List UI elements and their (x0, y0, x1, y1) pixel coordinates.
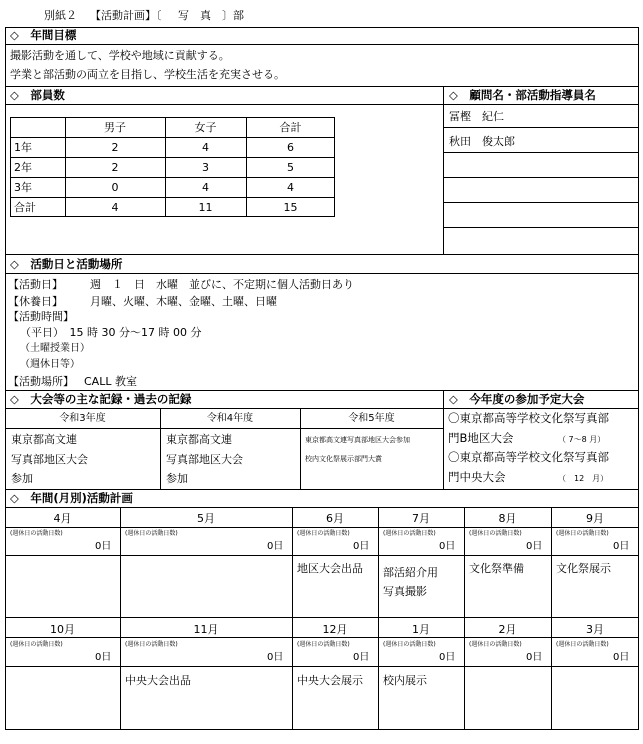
holiday-days-label: (週休日の活動日数) (556, 641, 609, 648)
activity-time-weekday: （平日） 15 時 30 分～17 時 00 分 (20, 326, 202, 339)
holiday-days-value: 0日 (613, 652, 630, 663)
month-activity: 文化祭準備 (469, 562, 524, 575)
section-records: ◇ 大会等の主な記録・過去の記録 (10, 392, 192, 406)
month-label: 12月 (322, 623, 348, 636)
holiday-days-value: 0日 (439, 541, 456, 552)
month-label: 5月 (197, 512, 215, 525)
holiday-days-value: 0日 (353, 652, 370, 663)
holiday-days-label: (週休日の活動日数) (556, 530, 609, 537)
month-label: 3月 (586, 623, 604, 636)
activity-place-label: 【活動場所】 (8, 375, 74, 388)
section-annual-goal: ◇ 年間目標 (10, 28, 77, 42)
holiday-days-value: 0日 (353, 541, 370, 552)
activity-days-value: 週 １ 日 水曜 並びに、不定期に個人活動日あり (90, 278, 354, 291)
record-r4: 参加 (166, 472, 188, 485)
holiday-days-label: (週休日の活動日数) (125, 641, 178, 648)
activity-time-saturday: （土曜授業日） (20, 343, 90, 354)
month-label: 9月 (586, 512, 604, 525)
planned-item: 門B地区大会 (448, 431, 514, 445)
holiday-days-value: 0日 (613, 541, 630, 552)
month-activity: 文化祭展示 (556, 562, 611, 575)
section-members: ◇ 部員数 (10, 88, 65, 102)
members-header-female: 女子 (194, 121, 217, 134)
planned-item: 〇東京都高等学校文化祭写真部 (448, 411, 609, 425)
rest-days-label: 【休養日】 (8, 295, 63, 308)
record-r3: 写真部地区大会 (11, 453, 88, 466)
members-cell: 15 (283, 201, 298, 214)
members-header-male: 男子 (104, 121, 126, 134)
holiday-days-value: 0日 (439, 652, 456, 663)
holiday-days-label: (週休日の活動日数) (10, 530, 63, 537)
rest-days-value: 月曜、火曜、木曜、金曜、土曜、日曜 (90, 295, 277, 308)
record-r5: 校内文化祭展示部門大賞 (305, 455, 382, 463)
month-activity: 中央大会出品 (125, 674, 191, 687)
members-row-label: 3年 (14, 181, 32, 194)
month-label: 2月 (498, 623, 517, 636)
attachment-label: 別紙２ (44, 9, 77, 22)
section-monthly: ◇ 年間(月別)活動計画 (10, 491, 133, 505)
record-r4: 写真部地区大会 (166, 453, 243, 466)
club-suffix: 〕部 (222, 9, 244, 22)
members-header-total: 合計 (279, 121, 302, 134)
section-planned: ◇ 今年度の参加予定大会 (449, 392, 585, 406)
month-label: 6月 (326, 512, 344, 525)
members-row-label: 1年 (14, 141, 32, 154)
month-label: 8月 (498, 512, 517, 525)
members-cell: 4 (202, 141, 209, 154)
activity-time-holiday: （週休日等） (20, 359, 80, 370)
members-cell: 2 (111, 141, 119, 154)
month-label: 11月 (193, 623, 219, 636)
members-row-label: 2年 (14, 161, 32, 174)
month-label: 7月 (412, 512, 430, 525)
month-activity: 中央大会展示 (297, 674, 363, 687)
planned-period: （ 12 月） (558, 474, 609, 483)
members-cell: 6 (287, 141, 294, 154)
members-row-label: 合計 (14, 201, 36, 214)
month-activity: 地区大会出品 (297, 562, 363, 575)
record-year: 令和3年度 (59, 413, 106, 424)
activity-place-value: CALL 教室 (84, 375, 137, 388)
planned-item: 門中央大会 (448, 470, 506, 484)
holiday-days-label: (週休日の活動日数) (383, 641, 436, 648)
members-cell: 11 (198, 201, 213, 214)
holiday-days-value: 0日 (526, 541, 543, 552)
record-year: 令和5年度 (348, 413, 395, 424)
holiday-days-value: 0日 (95, 541, 112, 552)
members-cell: 2 (111, 161, 119, 174)
planned-period: （ 7～8 月） (558, 435, 606, 444)
holiday-days-label: (週休日の活動日数) (10, 641, 63, 648)
month-activity: 校内展示 (383, 674, 427, 687)
holiday-days-value: 0日 (95, 652, 112, 663)
holiday-days-label: (週休日の活動日数) (469, 530, 522, 537)
month-label: 4月 (53, 512, 72, 525)
holiday-days-label: (週休日の活動日数) (469, 641, 522, 648)
members-cell: 4 (202, 181, 209, 194)
month-label: 10月 (50, 623, 75, 636)
members-cell: 4 (287, 181, 294, 194)
activity-days-label: 【活動日】 (8, 278, 63, 291)
record-r5: 東京都高文連写真部地区大会参加 (305, 436, 410, 444)
record-year: 令和4年度 (206, 413, 254, 424)
holiday-days-value: 0日 (267, 541, 284, 552)
record-r3: 参加 (11, 472, 33, 485)
activity-time-label: 【活動時間】 (8, 310, 74, 323)
members-cell: 3 (202, 161, 209, 174)
club-name: 写 真 (178, 9, 211, 22)
goal-line-2: 学業と部活動の両立を目指し、学校生活を充実させる。 (10, 68, 285, 81)
holiday-days-label: (週休日の活動日数) (297, 641, 350, 648)
holiday-days-label: (週休日の活動日数) (297, 530, 350, 537)
members-cell: 0 (111, 181, 119, 194)
members-cell: 4 (111, 201, 119, 214)
plan-label: 【活動計画】〔 (90, 9, 162, 22)
goal-line-1: 撮影活動を通して、学校や地域に貢献する。 (10, 49, 230, 62)
advisor-name: 冨樫 紀仁 (449, 110, 504, 123)
advisor-name: 秋田 俊太郎 (449, 135, 515, 148)
holiday-days-value: 0日 (267, 652, 284, 663)
section-activity: ◇ 活動日と活動場所 (10, 257, 123, 271)
holiday-days-label: (週休日の活動日数) (383, 530, 436, 537)
holiday-days-label: (週休日の活動日数) (125, 530, 178, 537)
members-table (10, 117, 335, 217)
holiday-days-value: 0日 (526, 652, 543, 663)
month-label: 1月 (412, 623, 430, 636)
record-r4: 東京都高文連 (166, 433, 232, 446)
members-cell: 5 (287, 161, 294, 174)
section-advisors: ◇ 顧問名・部活動指導員名 (449, 88, 596, 102)
record-r3: 東京都高文連 (11, 433, 77, 446)
planned-item: 〇東京都高等学校文化祭写真部 (448, 450, 609, 464)
month-activity: 部活紹介用 写真撮影 (383, 566, 438, 598)
